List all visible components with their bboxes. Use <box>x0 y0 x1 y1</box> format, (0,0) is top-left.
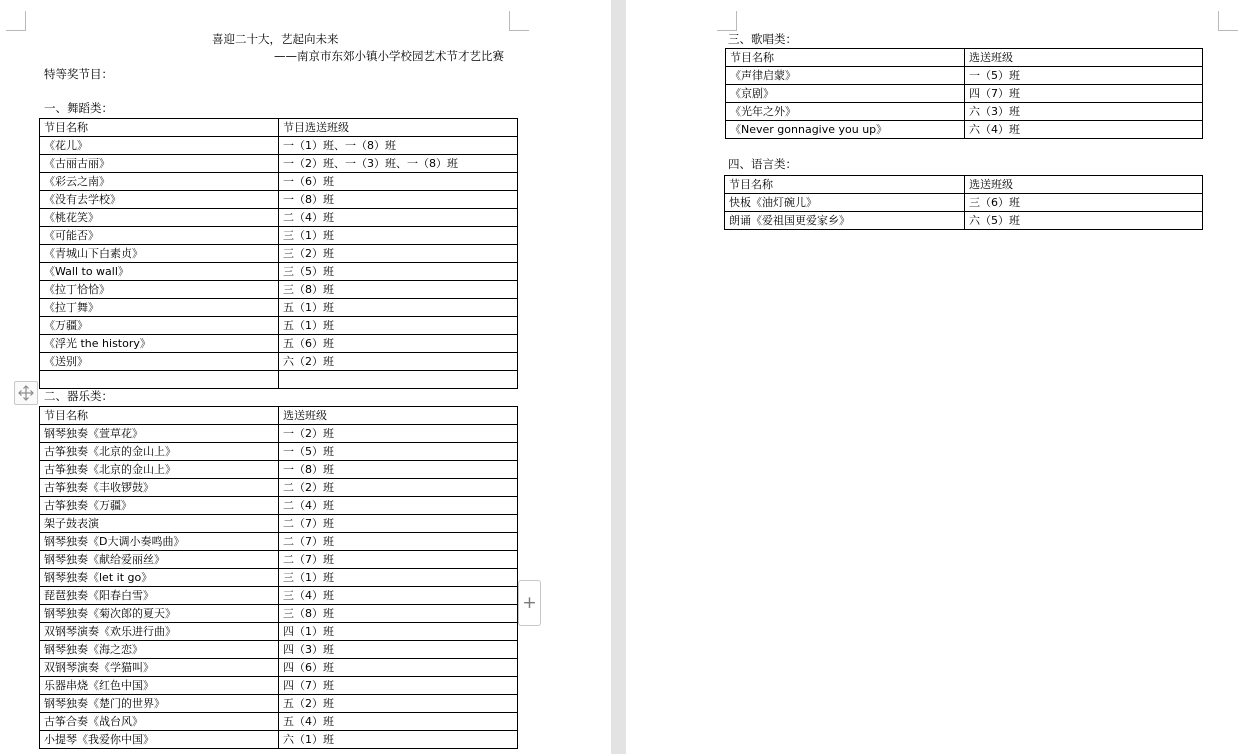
program-name-cell[interactable]: 钢琴独奏《D大调小奏鸣曲》 <box>40 533 279 551</box>
table-row <box>40 317 518 335</box>
class-cell[interactable]: 二（7）班 <box>279 533 518 551</box>
program-name-cell[interactable]: 《声律启蒙》 <box>726 67 965 85</box>
program-name-cell[interactable]: 《Wall to wall》 <box>40 263 279 281</box>
program-name-cell[interactable]: 《浮光 the history》 <box>40 335 279 353</box>
program-name-cell[interactable]: 《Never gonnagive you up》 <box>726 121 965 139</box>
class-cell[interactable]: 一（1）班、一（8）班 <box>279 137 518 155</box>
table-row <box>40 155 518 173</box>
class-cell[interactable]: 六（3）班 <box>965 103 1203 121</box>
class-cell[interactable]: 二（4）班 <box>279 497 518 515</box>
singing-table[interactable] <box>725 48 1203 139</box>
table-row <box>726 85 1203 103</box>
add-row-button[interactable] <box>518 580 541 626</box>
program-name-cell[interactable] <box>40 371 279 389</box>
class-cell[interactable]: 二（2）班 <box>279 479 518 497</box>
program-name-cell[interactable]: 《万疆》 <box>40 317 279 335</box>
header-cell-program[interactable]: 节目名称 <box>40 119 279 137</box>
move-arrows-icon <box>17 384 35 402</box>
class-cell[interactable]: 六（2）班 <box>279 353 518 371</box>
class-cell[interactable]: 一（5）班 <box>279 443 518 461</box>
header-cell-class[interactable]: 选送班级 <box>965 176 1203 194</box>
table-header-row <box>725 176 1203 194</box>
class-cell[interactable]: 五（1）班 <box>279 317 518 335</box>
table-row <box>40 731 518 749</box>
table-row <box>40 695 518 713</box>
program-name-cell[interactable]: 钢琴独奏《萱草花》 <box>40 425 279 443</box>
class-cell[interactable]: 三（1）班 <box>279 569 518 587</box>
program-name-cell[interactable]: 双钢琴演奏《学猫叫》 <box>40 659 279 677</box>
class-cell[interactable]: 四（7）班 <box>965 85 1203 103</box>
table-row <box>40 353 518 371</box>
table-header-row <box>40 407 518 425</box>
crop-mark-top-left <box>6 11 26 31</box>
table-row <box>40 569 518 587</box>
table-row <box>40 533 518 551</box>
header-cell-class[interactable]: 节目选送班级 <box>279 119 518 137</box>
table-row <box>40 605 518 623</box>
class-cell[interactable]: 三（8）班 <box>279 281 518 299</box>
class-cell[interactable]: 三（6）班 <box>965 194 1203 212</box>
table-row <box>40 677 518 695</box>
language-table[interactable] <box>724 175 1203 230</box>
crop-mark-top-right <box>509 11 529 31</box>
table-row <box>40 191 518 209</box>
class-cell[interactable]: 一（8）班 <box>279 461 518 479</box>
class-cell[interactable]: 五（1）班 <box>279 299 518 317</box>
table-move-handle[interactable] <box>14 381 38 405</box>
class-cell[interactable]: 四（1）班 <box>279 623 518 641</box>
program-name-cell[interactable]: 琵琶独奏《阳春白雪》 <box>40 587 279 605</box>
award-heading: 特等奖节目： <box>44 67 113 81</box>
class-cell[interactable]: 一（5）班 <box>965 67 1203 85</box>
program-name-cell[interactable]: 《拉丁恰恰》 <box>40 281 279 299</box>
instrument-table[interactable] <box>39 406 518 749</box>
program-name-cell[interactable]: 钢琴独奏《献给爱丽丝》 <box>40 551 279 569</box>
class-cell[interactable]: 六（1）班 <box>279 731 518 749</box>
program-name-cell[interactable]: 钢琴独奏《let it go》 <box>40 569 279 587</box>
table-row <box>40 515 518 533</box>
class-cell[interactable]: 五（6）班 <box>279 335 518 353</box>
crop-mark-top-right <box>1218 11 1238 31</box>
class-cell[interactable]: 五（2）班 <box>279 695 518 713</box>
program-name-cell[interactable]: 《拉丁舞》 <box>40 299 279 317</box>
crop-mark-top-left <box>717 11 737 31</box>
table-row <box>40 425 518 443</box>
program-name-cell[interactable]: 古筝独奏《北京的金山上》 <box>40 461 279 479</box>
class-cell[interactable]: 一（2）班 <box>279 425 518 443</box>
table-row <box>40 209 518 227</box>
table-row <box>40 479 518 497</box>
program-name-cell[interactable]: 古筝合奏《战台风》 <box>40 713 279 731</box>
table-row <box>40 641 518 659</box>
program-name-cell[interactable]: 《京剧》 <box>726 85 965 103</box>
table-row <box>726 103 1203 121</box>
program-name-cell[interactable]: 《光年之外》 <box>726 103 965 121</box>
plus-icon: + <box>522 593 537 613</box>
header-cell-program[interactable]: 节目名称 <box>726 49 965 67</box>
table-row <box>40 371 518 389</box>
program-name-cell[interactable]: 古筝独奏《万疆》 <box>40 497 279 515</box>
class-cell[interactable]: 五（4）班 <box>279 713 518 731</box>
instrument-section-heading: 二、器乐类： <box>44 389 113 403</box>
document-page-right <box>626 0 1238 754</box>
table-header-row <box>726 49 1203 67</box>
table-row <box>40 227 518 245</box>
program-name-cell[interactable]: 钢琴独奏《海之恋》 <box>40 641 279 659</box>
program-name-cell[interactable]: 《可能否》 <box>40 227 279 245</box>
language-section-heading: 四、语言类： <box>728 157 797 171</box>
class-cell[interactable]: 三（2）班 <box>279 245 518 263</box>
table-row <box>40 623 518 641</box>
program-name-cell[interactable]: 双钢琴演奏《欢乐进行曲》 <box>40 623 279 641</box>
dance-table[interactable] <box>39 118 518 389</box>
table-row <box>40 137 518 155</box>
table-row <box>40 263 518 281</box>
program-name-cell[interactable]: 乐器串烧《红色中国》 <box>40 677 279 695</box>
class-cell[interactable]: 四（3）班 <box>279 641 518 659</box>
program-name-cell[interactable]: 《送别》 <box>40 353 279 371</box>
table-row <box>40 245 518 263</box>
table-row <box>725 212 1203 230</box>
program-name-cell[interactable]: 钢琴独奏《楚门的世界》 <box>40 695 279 713</box>
program-name-cell[interactable]: 朗诵《爱祖国更爱家乡》 <box>725 212 965 230</box>
table-row <box>40 335 518 353</box>
table-row <box>40 713 518 731</box>
table-row <box>725 194 1203 212</box>
table-header-row <box>40 119 518 137</box>
class-cell[interactable] <box>279 371 518 389</box>
program-name-cell[interactable]: 《青城山下白素贞》 <box>40 245 279 263</box>
table-row <box>40 299 518 317</box>
class-cell[interactable]: 三（1）班 <box>279 227 518 245</box>
table-row <box>40 173 518 191</box>
program-name-cell[interactable]: 古筝独奏《北京的金山上》 <box>40 443 279 461</box>
header-cell-program[interactable]: 节目名称 <box>725 176 965 194</box>
class-cell[interactable]: 二（7）班 <box>279 551 518 569</box>
page-gap <box>611 0 626 754</box>
program-name-cell[interactable]: 快板《油灯碗儿》 <box>725 194 965 212</box>
table-row <box>726 121 1203 139</box>
program-name-cell[interactable]: 《花儿》 <box>40 137 279 155</box>
table-row <box>40 587 518 605</box>
class-cell[interactable]: 三（8）班 <box>279 605 518 623</box>
class-cell[interactable]: 四（6）班 <box>279 659 518 677</box>
program-name-cell[interactable]: 架子鼓表演 <box>40 515 279 533</box>
class-cell[interactable]: 二（7）班 <box>279 515 518 533</box>
class-cell[interactable]: 六（5）班 <box>965 212 1203 230</box>
program-name-cell[interactable]: 《桃花笑》 <box>40 209 279 227</box>
class-cell[interactable]: 四（7）班 <box>279 677 518 695</box>
program-name-cell[interactable]: 小提琴《我爱你中国》 <box>40 731 279 749</box>
table-row <box>726 67 1203 85</box>
header-cell-class[interactable]: 选送班级 <box>965 49 1203 67</box>
singing-section-heading: 三、歌唱类： <box>728 32 797 46</box>
table-row <box>40 551 518 569</box>
program-name-cell[interactable]: 《彩云之南》 <box>40 173 279 191</box>
program-name-cell[interactable]: 《没有去学校》 <box>40 191 279 209</box>
document-subtitle: ——南京市东郊小镇小学校园艺术节才艺比赛 <box>274 49 504 63</box>
program-name-cell[interactable]: 《古丽古丽》 <box>40 155 279 173</box>
program-name-cell[interactable]: 钢琴独奏《菊次郎的夏天》 <box>40 605 279 623</box>
document-page-left <box>0 0 611 754</box>
dance-section-heading: 一、舞蹈类： <box>44 101 113 115</box>
table-row <box>40 659 518 677</box>
table-row <box>40 497 518 515</box>
header-cell-class[interactable]: 选送班级 <box>279 407 518 425</box>
table-row <box>40 461 518 479</box>
document-title: 喜迎二十大，艺起向未来 <box>212 32 339 46</box>
table-row <box>40 281 518 299</box>
class-cell[interactable]: 六（4）班 <box>965 121 1203 139</box>
class-cell[interactable]: 二（4）班 <box>279 209 518 227</box>
class-cell[interactable]: 一（2）班、一（3）班、一（8）班 <box>279 155 518 173</box>
class-cell[interactable]: 一（8）班 <box>279 191 518 209</box>
class-cell[interactable]: 一（6）班 <box>279 173 518 191</box>
class-cell[interactable]: 三（5）班 <box>279 263 518 281</box>
header-cell-program[interactable]: 节目名称 <box>40 407 279 425</box>
program-name-cell[interactable]: 古筝独奏《丰收锣鼓》 <box>40 479 279 497</box>
table-row <box>40 443 518 461</box>
class-cell[interactable]: 三（4）班 <box>279 587 518 605</box>
